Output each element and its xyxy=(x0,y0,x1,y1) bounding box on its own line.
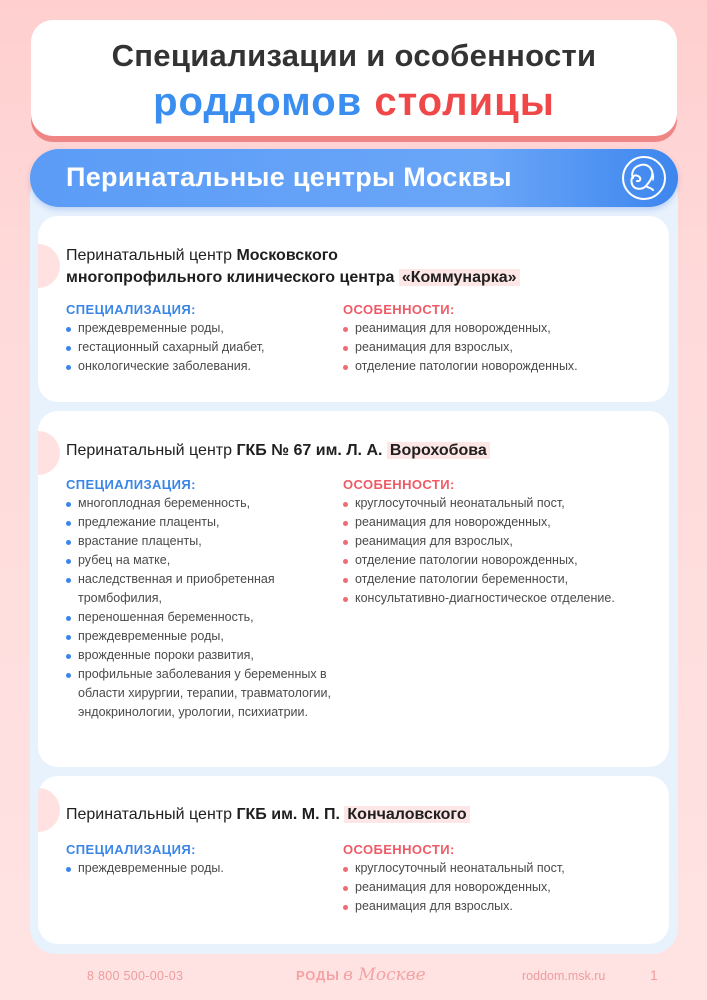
list-item: реанимация для взрослых, xyxy=(343,532,653,551)
footer-phone[interactable]: 8 800 500-00-03 xyxy=(87,969,184,983)
features-label: ОСОБЕННОСТИ: xyxy=(343,302,455,317)
list-item: отделение патологии новорожденных. xyxy=(343,357,653,376)
specialization-column xyxy=(66,477,336,722)
page-number: 1 xyxy=(650,967,658,983)
list-item: круглосуточный неонатальный пост, xyxy=(343,494,653,513)
list-item: многоплодная беременность, xyxy=(66,494,336,513)
specialization-label: СПЕЦИАЛИЗАЦИЯ: xyxy=(66,842,196,857)
embryo-icon xyxy=(620,154,668,202)
page-title-line2 xyxy=(31,80,677,125)
list-item: врожденные пороки развития, xyxy=(66,646,336,665)
section-header xyxy=(30,149,678,207)
list-item: круглосуточный неонатальный пост, xyxy=(343,859,653,878)
list-item: онкологические заболевания. xyxy=(66,357,346,376)
specialization-column xyxy=(66,842,346,878)
features-label: ОСОБЕННОСТИ: xyxy=(343,842,455,857)
list-item: гестационный сахарный диабет, xyxy=(66,338,346,357)
specialization-label: СПЕЦИАЛИЗАЦИЯ: xyxy=(66,477,196,492)
footer-site-link[interactable]: roddom.msk.ru xyxy=(522,969,606,983)
highlighted-name: Ворохобова xyxy=(387,442,490,459)
list-item: преждевременные роды. xyxy=(66,859,346,878)
list-item: переношенная беременность, xyxy=(66,608,336,627)
list-item: отделение патологии новорожденных, xyxy=(343,551,653,570)
features-column xyxy=(343,302,653,376)
features-column xyxy=(343,477,653,608)
list-item: профильные заболевания у беременных в области хирургии, терапии, травматологии, эндокринологии, урологии, психиатрии. xyxy=(66,665,336,722)
list-item: наследственная и приобретенная тромбофилия, xyxy=(66,570,336,608)
center-card-konchalovsky xyxy=(38,776,669,944)
list-item: реанимация для новорожденных, xyxy=(343,513,653,532)
center-title: Перинатальный центр ГКБ им. М. П. Кончаловского xyxy=(66,804,470,826)
card-accent xyxy=(38,431,60,475)
list-item: реанимация для взрослых, xyxy=(343,338,653,357)
list-item: предлежание плаценты, xyxy=(66,513,336,532)
highlighted-name: Кончаловского xyxy=(344,806,469,823)
title-word-red: столицы xyxy=(374,80,555,124)
specialization-label: СПЕЦИАЛИЗАЦИЯ: xyxy=(66,302,196,317)
section-title: Перинатальные центры Москвы xyxy=(66,162,512,192)
highlighted-name: «Коммунарка» xyxy=(399,269,520,286)
features-column xyxy=(343,842,653,916)
list-item: преждевременные роды, xyxy=(66,627,336,646)
list-item: отделение патологии беременности, xyxy=(343,570,653,589)
center-card-kommunarka xyxy=(38,216,669,402)
list-item: врастание плаценты, xyxy=(66,532,336,551)
card-accent xyxy=(38,788,60,832)
list-item: реанимация для новорожденных, xyxy=(343,319,653,338)
list-item: реанимация для взрослых. xyxy=(343,897,653,916)
footer xyxy=(0,965,707,989)
title-card xyxy=(31,20,677,136)
specialization-column xyxy=(66,302,346,376)
title-word-blue: роддомов xyxy=(153,80,363,124)
list-item: преждевременные роды, xyxy=(66,319,346,338)
list-item: рубец на матке, xyxy=(66,551,336,570)
footer-logo: РОДЫ в Москве xyxy=(296,965,426,985)
features-label: ОСОБЕННОСТИ: xyxy=(343,477,455,492)
list-item: реанимация для новорожденных, xyxy=(343,878,653,897)
center-title: Перинатальный центр Московского многопрофильного клинического центра «Коммунарка» xyxy=(66,245,520,289)
center-title: Перинатальный центр ГКБ № 67 им. Л. А. Ворохобова xyxy=(66,440,490,462)
page-title-line1: Специализации и особенности xyxy=(111,38,597,73)
center-card-vorokhobov xyxy=(38,411,669,767)
list-item: консультативно-диагностическое отделение. xyxy=(343,589,653,608)
card-accent xyxy=(38,244,60,288)
